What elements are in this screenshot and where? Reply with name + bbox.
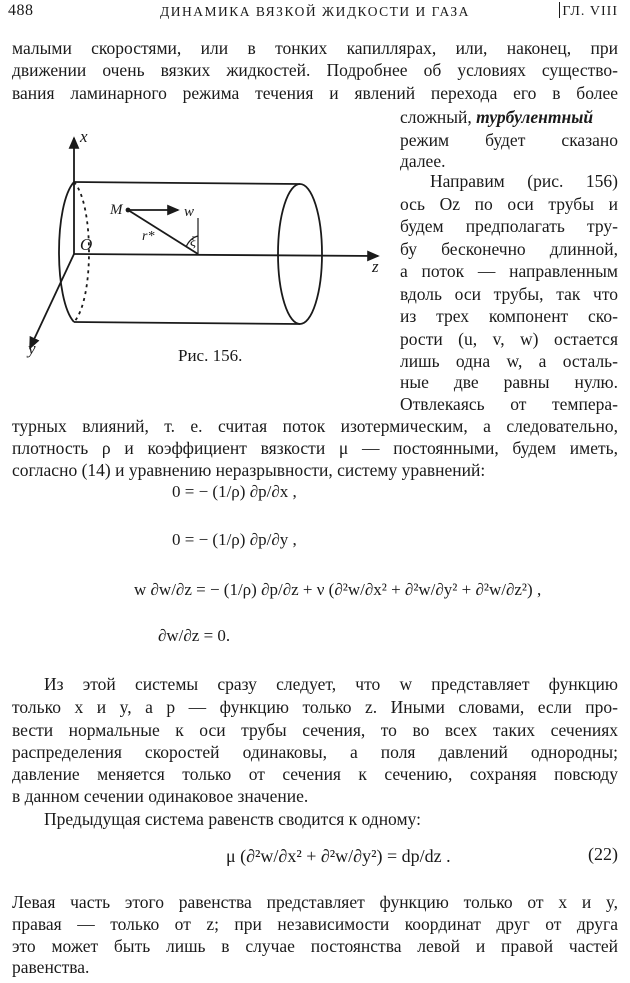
equation-22-number: (22) — [588, 844, 618, 864]
chapter-label — [559, 2, 618, 20]
cylinder-bottom-edge — [74, 322, 300, 324]
equation-3: w ∂w/∂z = − (1/ρ) ∂p/∂z + ν (∂²w/∂x² + ∂²w/∂y² + ∂²w/∂z²) , — [134, 580, 542, 599]
text-line: лишь одна w, а осталь- — [400, 351, 618, 371]
label-w: w — [184, 204, 195, 220]
text-line: только x и y, а p — функцию только z. Иными словами, если про- — [12, 697, 618, 717]
text-line: давление меняется только от сечения к сечению, сохраняя повсюду — [12, 764, 618, 784]
text-line: плотность ρ и коэффициент вязкости μ — постоянными, будем иметь, — [12, 438, 618, 458]
text-line: турных влияний, т. е. считая поток изотермическим, а следовательно, — [12, 416, 618, 436]
label-angle: ξ — [190, 235, 196, 250]
text-line: ось Oz по оси трубы и — [400, 194, 618, 214]
text-line: правая — только от z; при независимости координат друг от друга — [12, 914, 618, 934]
cylinder-right-end — [278, 184, 322, 324]
text-line — [400, 107, 618, 128]
text-line: Направим (рис. 156) — [430, 171, 618, 191]
cylinder-top-edge — [74, 182, 300, 184]
text-line: а поток — направленным — [400, 261, 618, 281]
label-r: r* — [142, 229, 155, 244]
text-line: движении очень вязких жидкостей. Подробнее об условиях существо- — [12, 60, 618, 80]
cylinder-left-end — [59, 182, 74, 322]
text-fragment: сложный, — [400, 107, 477, 127]
running-title: ДИНАМИКА ВЯЗКОЙ ЖИДКОСТИ И ГАЗА — [160, 4, 470, 19]
point-m — [126, 208, 131, 213]
equation-4: ∂w/∂z = 0. — [158, 626, 231, 645]
text-line: равенства. — [12, 957, 90, 977]
z-axis — [74, 254, 378, 256]
label-m: M — [110, 202, 123, 218]
text-line: Предыдущая система равенств сводится к одному: — [44, 809, 421, 829]
text-line: согласно (14) и уравнению неразрывности, систему уравнений: — [12, 460, 486, 480]
equation-22: μ (∂²w/∂x² + ∂²w/∂y²) = dp/dz . — [226, 846, 451, 866]
text-line: из трех компонент ско- — [400, 306, 618, 326]
text-line: режим будет сказано — [400, 130, 618, 150]
chapter-text: ГЛ. VIII — [562, 4, 618, 19]
text-line: Отвлекаясь от темпера- — [400, 394, 618, 414]
text-line: вания ламинарного режима течения и явлений перехода его в более — [12, 83, 618, 103]
text-line: Из этой системы сразу следует, что w представляет функцию — [44, 674, 618, 694]
text-line: малыми скоростями, или в тонких капиллярах, или, наконец, при — [12, 38, 618, 58]
y-axis — [30, 254, 74, 348]
text-line: распределения скоростей одинаковы, а поля давлений однородны; — [12, 742, 618, 762]
text-line: вдоль оси трубы, так что — [400, 284, 618, 304]
text-line: в данном сечении одинаковое значение. — [12, 786, 309, 806]
text-line: бу бесконечно длинной, — [400, 239, 618, 259]
text-line: будем предполагать тру- — [400, 216, 618, 236]
emphasized-term: турбулентный — [476, 107, 594, 127]
label-x: x — [80, 127, 88, 146]
text-line: Левая часть этого равенства представляет функцию только от x и y, — [12, 892, 618, 912]
text-line: ные две равны нулю. — [400, 372, 618, 392]
text-line: вести нормальные к оси трубы сечения, то во всех таких сечениях — [12, 720, 618, 740]
text-line: далее. — [400, 151, 446, 171]
text-line: это может быть лишь в случае постоянства левой и правой частей — [12, 936, 618, 956]
page-header — [8, 2, 618, 26]
equation-1: 0 = − (1/ρ) ∂p/∂x , — [172, 482, 297, 501]
label-y: y — [28, 339, 36, 358]
page-number: 488 — [8, 2, 34, 19]
text-line: рости (u, v, w) остается — [400, 329, 618, 349]
label-z: z — [372, 257, 379, 276]
equation-2: 0 = − (1/ρ) ∂p/∂y , — [172, 530, 297, 549]
figure-caption: Рис. 156. — [178, 346, 243, 365]
label-origin: O — [80, 235, 93, 254]
figure-156-pipe-diagram — [10, 122, 390, 372]
